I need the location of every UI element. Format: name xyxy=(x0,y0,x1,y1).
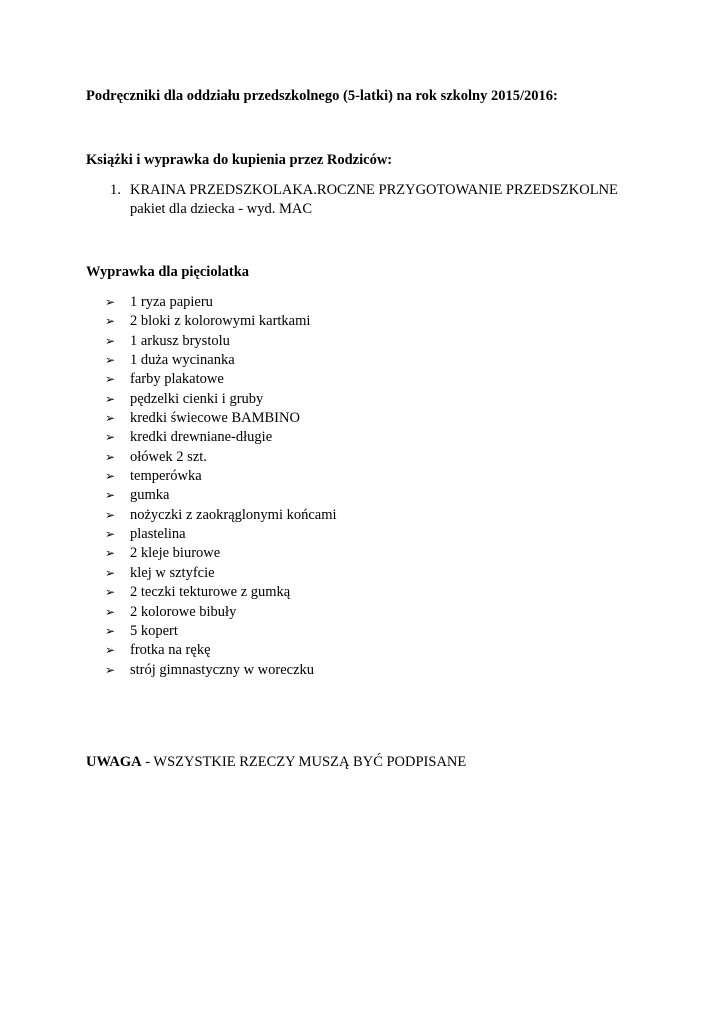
list-item xyxy=(105,661,337,680)
list-item-text: pędzelki cienki i gruby xyxy=(130,390,264,407)
list-item-text: klej w sztyfcie xyxy=(130,564,215,581)
list-item-text: frotka na rękę xyxy=(130,642,211,659)
list-item xyxy=(105,351,337,370)
list-item xyxy=(105,332,337,351)
list-item xyxy=(105,448,337,467)
arrow-bullet-icon: ➢ xyxy=(105,449,116,464)
supplies-heading: Wyprawka dla pięciolatka xyxy=(86,264,250,280)
book-item-title: KRAINA PRZEDSZKOLAKA.ROCZNE PRZYGOTOWANIE PRZEDSZKOLNE xyxy=(130,182,618,198)
list-item-text: gumka xyxy=(130,487,170,504)
note xyxy=(86,753,466,771)
note-text: - WSZYSTKIE RZECZY MUSZĄ BYĆ PODPISANE xyxy=(141,754,467,770)
list-item xyxy=(105,486,337,505)
arrow-bullet-icon: ➢ xyxy=(105,391,116,406)
arrow-bullet-icon: ➢ xyxy=(105,333,116,348)
arrow-bullet-icon: ➢ xyxy=(105,488,116,503)
list-item xyxy=(105,603,337,622)
list-item xyxy=(105,428,337,447)
list-item xyxy=(105,312,337,331)
list-item xyxy=(105,622,337,641)
arrow-bullet-icon: ➢ xyxy=(105,314,116,329)
list-item-text: 2 kolorowe bibuły xyxy=(130,603,237,620)
arrow-bullet-icon: ➢ xyxy=(105,295,116,309)
list-item-text: strój gimnastyczny w woreczku xyxy=(130,661,315,678)
list-item-text: ołówek 2 szt. xyxy=(130,448,207,465)
arrow-bullet-icon: ➢ xyxy=(105,353,116,368)
list-item xyxy=(105,409,337,428)
list-item-text: 1 arkusz brystolu xyxy=(130,332,230,349)
document-title: Podręczniki dla oddziału przedszkolnego (5-latki) na rok szkolny 2015/2016: xyxy=(86,88,558,104)
list-item xyxy=(105,293,337,312)
arrow-bullet-icon: ➢ xyxy=(105,643,116,658)
arrow-bullet-icon: ➢ xyxy=(105,507,116,522)
list-item xyxy=(105,506,337,525)
arrow-bullet-icon: ➢ xyxy=(105,372,116,387)
list-item xyxy=(105,583,337,602)
list-item-text: 1 duża wycinanka xyxy=(130,352,235,369)
book-item-details: pakiet dla dziecka - wyd. MAC xyxy=(130,201,313,217)
list-item-text: 5 kopert xyxy=(130,622,178,639)
list-item xyxy=(105,370,337,389)
list-item-text: nożyczki z zaokrąglonymi końcami xyxy=(130,506,337,523)
list-item-text: farby plakatowe xyxy=(130,371,224,388)
list-item-text: 2 teczki tekturowe z gumką xyxy=(130,584,291,601)
arrow-bullet-icon: ➢ xyxy=(105,546,116,561)
arrow-bullet-icon: ➢ xyxy=(105,411,116,426)
list-item xyxy=(105,641,337,660)
book-item-number: 1. xyxy=(110,182,121,198)
list-item xyxy=(105,564,337,583)
arrow-bullet-icon: ➢ xyxy=(105,527,116,542)
list-item xyxy=(105,525,337,544)
list-item xyxy=(105,467,337,486)
arrow-bullet-icon: ➢ xyxy=(105,623,116,638)
list-item-text: 1 ryza papieru xyxy=(130,294,213,310)
list-item xyxy=(105,544,337,563)
list-item xyxy=(105,390,337,409)
list-item-text: 2 kleje biurowe xyxy=(130,545,221,562)
supplies-list xyxy=(105,293,337,680)
list-item-text: plastelina xyxy=(130,526,186,543)
arrow-bullet-icon: ➢ xyxy=(105,662,116,677)
arrow-bullet-icon: ➢ xyxy=(105,565,116,580)
list-item-text: 2 bloki z kolorowymi kartkami xyxy=(130,313,311,330)
arrow-bullet-icon: ➢ xyxy=(105,469,116,484)
note-label: UWAGA xyxy=(86,754,142,770)
list-item-text: temperówka xyxy=(130,468,202,485)
list-item-text: kredki drewniane-długie xyxy=(130,429,273,446)
arrow-bullet-icon: ➢ xyxy=(105,430,116,445)
list-item-text: kredki świecowe BAMBINO xyxy=(130,410,300,427)
arrow-bullet-icon: ➢ xyxy=(105,585,116,600)
books-heading: Książki i wyprawka do kupienia przez Rodziców: xyxy=(86,152,393,168)
arrow-bullet-icon: ➢ xyxy=(105,604,116,619)
